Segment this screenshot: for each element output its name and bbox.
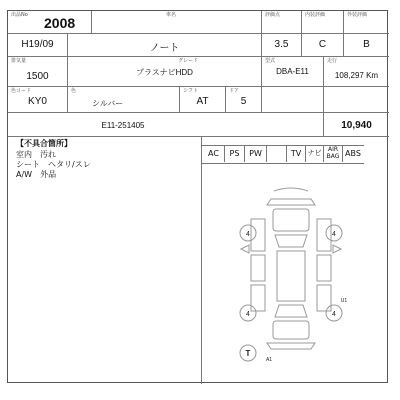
doors-label: ドア [229,88,239,94]
grade-cell [68,57,262,87]
remarks-line: シート ヘタリ/スレ [16,160,91,169]
make-label: 車名 [166,12,177,18]
remarks-title: 【不具合箇所】 [16,139,72,148]
doors-cell [226,87,262,113]
mark-rear-right-wheel: 4 [332,311,336,318]
doors: 5 [240,96,247,107]
exterior-label-cell [344,11,389,34]
price-cell [324,113,389,137]
mileage: 108,297 Km [334,71,379,80]
interior-grade: C [318,39,327,50]
equip-tv: TV [287,145,306,162]
equip-navi: ナビ [306,145,324,162]
equip-blank [267,145,287,162]
remarks-line: A/W 外品 [16,170,57,179]
chassis-number: E11-251405 [101,121,145,130]
equip-airbag: AIR BAG [324,145,343,162]
color-code-cell [8,87,68,113]
shift-cell [180,87,226,113]
chassis-cell [8,113,324,137]
equip-abs: ABS [345,149,361,158]
blank-cell-b [324,87,389,113]
mark-damage-u1: U1 [340,298,348,304]
lower-divider [201,137,202,384]
year-cell [8,34,68,57]
engine-cc: 1500 [26,71,49,82]
transmission: AT [196,96,209,107]
lot-number-label: 出品No [11,12,28,18]
distance-label: 走行 [327,58,338,64]
lot-number-cell [8,11,92,34]
remarks-line: 室内 汚れ [16,150,56,159]
interior-cell [302,34,344,57]
mark-spare-tire: T [245,349,251,358]
mark-rear-left-wheel: 4 [246,311,250,318]
model-type: DBA-E11 [276,67,309,76]
equip-ac: AC [203,145,225,162]
model-name: ノート [149,43,180,54]
equip-ps: PS [225,145,245,162]
price: 10,940 [341,120,372,131]
color-cell [68,87,180,113]
exterior-label: 外装評価 [347,12,368,18]
type-cell [262,57,324,87]
make-label-cell [92,11,262,34]
cc-label: 排気量 [11,58,27,64]
mark-front-right-wheel: 4 [332,231,336,238]
mark-damage-a1: A1 [265,357,273,363]
blank-cell-a [262,87,324,113]
cc-cell [8,57,68,87]
distance-cell [324,57,389,87]
mark-front-left-wheel: 4 [246,231,250,238]
auction-sheet [7,10,388,383]
interior-label-cell [302,11,344,34]
model-year: H19/09 [21,39,54,50]
score-cell [262,34,302,57]
auction-score: 3.5 [274,39,289,50]
exterior-cell [344,34,389,57]
color-code-label: 色コード [11,88,32,94]
shift-label: シフト [183,88,199,94]
lot-number: 2008 [44,15,76,31]
color-label: 色 [71,88,77,94]
exterior-grade: B [363,39,370,50]
body-color: シルバー [92,99,124,108]
model-cell [68,34,262,57]
score-label-cell [262,11,302,34]
color-code: KY0 [28,96,47,107]
car-diagram [211,171,371,376]
score-label: 評価点 [265,12,281,18]
type-label: 型式 [265,58,276,64]
grade-label: グレード [178,58,199,64]
equip-pw: PW [245,145,267,162]
interior-label: 内装評価 [305,12,326,18]
grade: プラスナビHDD [136,68,193,77]
